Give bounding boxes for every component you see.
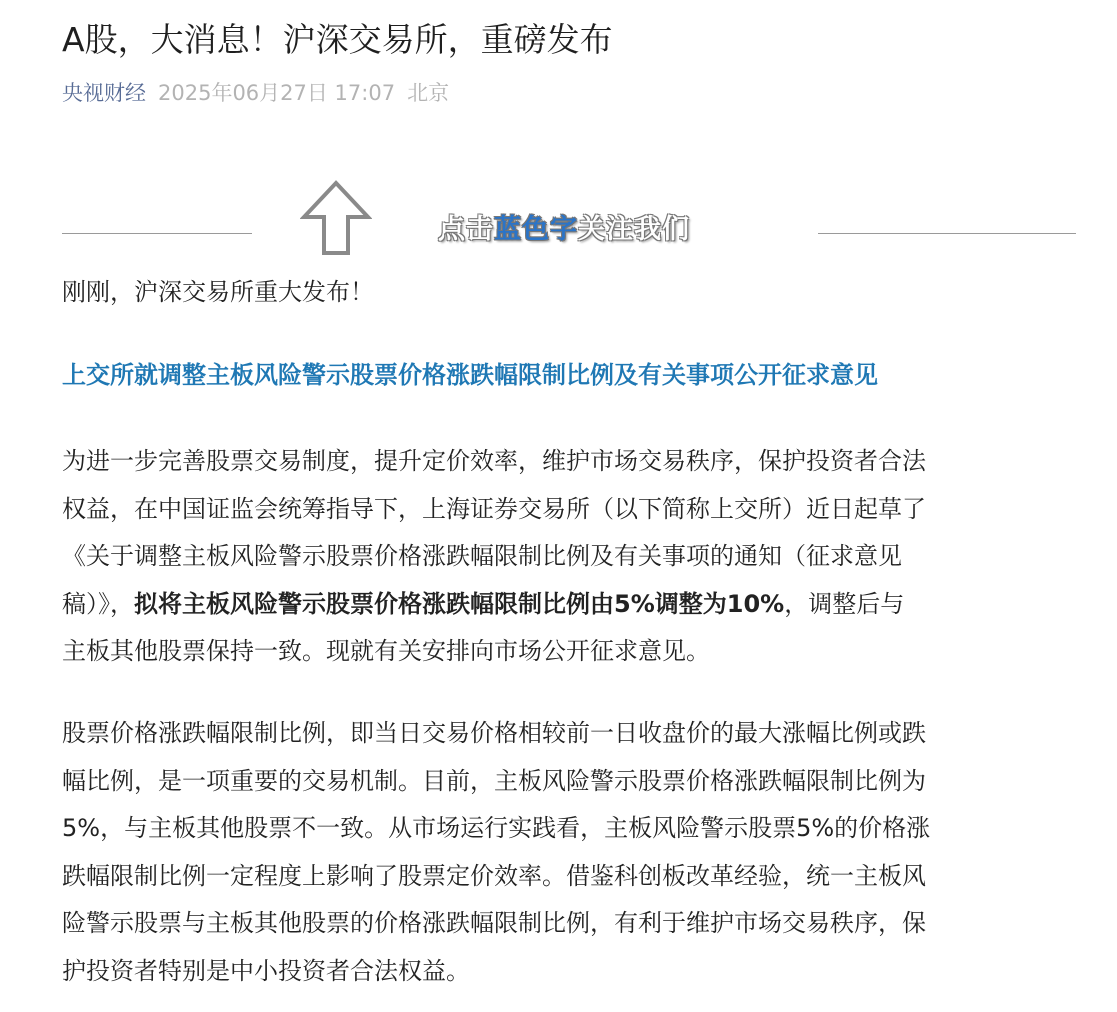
paragraph-line: 护投资者特别是中小投资者合法权益。 bbox=[62, 956, 470, 985]
body-paragraph-1 bbox=[62, 438, 1076, 676]
paragraph-line: 跌幅限制比例一定程度上影响了股票定价效率。借鉴科创板改革经验，统一主板风 bbox=[62, 861, 926, 890]
follow-text-highlight: 蓝色字 bbox=[494, 214, 578, 245]
divider-left bbox=[62, 233, 252, 234]
paragraph-line: 《关于调整主板风险警示股票价格涨跌幅限制比例及有关事项的通知（征求意见 bbox=[62, 542, 902, 570]
follow-us-text[interactable] bbox=[438, 212, 690, 248]
paragraph-line: 主板其他股票保持一致。现就有关安排向市场公开征求意见。 bbox=[62, 637, 710, 665]
article-title: A股，大消息！沪深交易所，重磅发布 bbox=[62, 20, 613, 59]
follow-banner[interactable] bbox=[62, 176, 1076, 258]
body-paragraph-2 bbox=[62, 710, 1076, 995]
paragraph-line: 幅比例，是一项重要的交易机制。目前，主板风险警示股票价格涨跌幅限制比例为 bbox=[62, 766, 926, 795]
text-run: ，调整后与 bbox=[784, 589, 905, 618]
section-subheading: 上交所就调整主板风险警示股票价格涨跌幅限制比例及有关事项公开征求意见 bbox=[62, 361, 878, 389]
paragraph-line: 险警示股票与主板其他股票的价格涨跌幅限制比例，有利于维护市场交易秩序，保 bbox=[62, 909, 926, 937]
paragraph-line: 股票价格涨跌幅限制比例，即当日交易价格相较前一日收盘价的最大涨幅比例或跌 bbox=[62, 719, 926, 747]
intro-paragraph: 刚刚，沪深交易所重大发布！ bbox=[62, 278, 374, 306]
source-link[interactable]: 央视财经 bbox=[62, 81, 146, 105]
publish-location: 北京 bbox=[407, 81, 450, 105]
up-arrow-icon bbox=[300, 179, 372, 257]
divider-right bbox=[818, 233, 1076, 234]
article-meta bbox=[62, 78, 1076, 108]
paragraph-line: 5%，与主板其他股票不一致。从市场运行实践看，主板风险警示股票5%的价格涨 bbox=[62, 814, 931, 842]
follow-text-prefix: 点击 bbox=[438, 214, 494, 245]
paragraph-line: 权益，在中国证监会统筹指导下，上海证券交易所（以下简称上交所）近日起草了 bbox=[62, 494, 926, 523]
paragraph-line: 为进一步完善股票交易制度，提升定价效率，维护市场交易秩序，保护投资者合法 bbox=[62, 447, 926, 475]
paragraph-line bbox=[62, 581, 1076, 629]
bold-highlight: 拟将主板风险警示股票价格涨跌幅限制比例由5%调整为10% bbox=[134, 589, 785, 618]
text-run: 稿）》， bbox=[62, 589, 134, 618]
article bbox=[62, 0, 1076, 985]
follow-text-suffix: 关注我们 bbox=[578, 214, 690, 245]
publish-datetime: 2025年06月27日 17:07 bbox=[158, 81, 396, 105]
